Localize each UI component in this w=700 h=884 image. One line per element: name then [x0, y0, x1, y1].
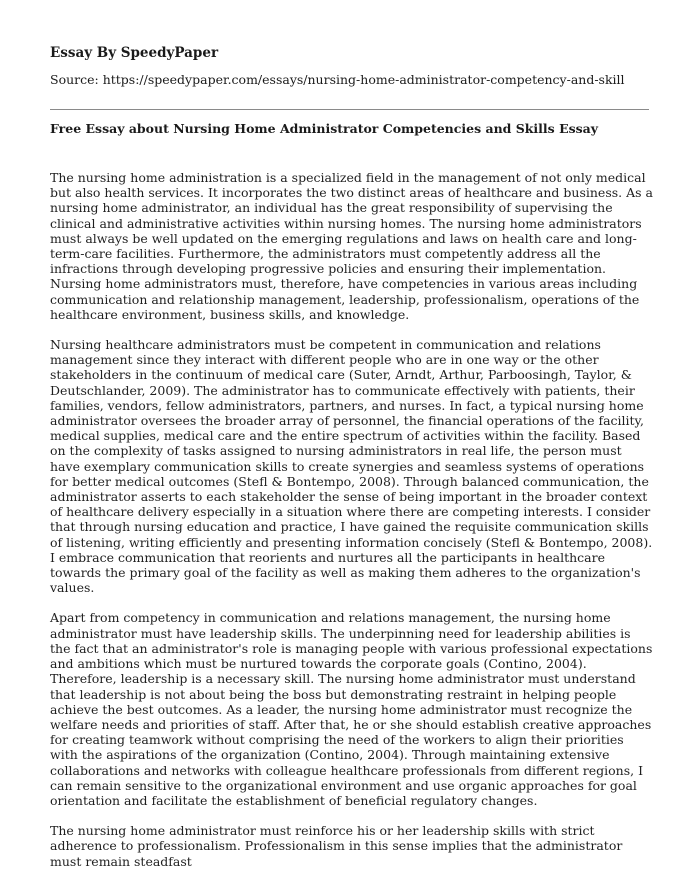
source-line: Source: https://speedypaper.com/essays/nursing-home-administrator-competency-and-skill — [50, 72, 625, 87]
essay-body — [50, 170, 654, 884]
essay-by-heading: Essay By SpeedyPaper — [50, 45, 219, 61]
essay-title: Free Essay about Nursing Home Administrator Competencies and Skills Essay — [50, 121, 599, 136]
paragraph: Apart from competency in communication and relations management, the nursing home administrator must have leadership skills. The underpinning need for leadership abilities is the fact that an administrator's role is managing people with various professional expectations and ambitions which must be nurtured towards the corporate goals (Contino, 2004). Therefore, leadership is a necessary skill. The nursing home administrator must understand that leadership is not about being the boss but demonstrating restraint in helping people achieve the best outcomes. As a leader, the nursing home administrator must recognize the welfare needs and priorities of staff. After that, he or she should establish creative approaches for creating teamwork without comprising the need of the workers to align their priorities with the aspirations of the organization (Contino, 2004). Through maintaining extensive collaborations and networks with colleague healthcare professionals from different regions, I can remain sensitive to the organizational environment and use organic approaches for goal orientation and facilitate the establishment of beneficial regulatory changes. — [50, 610, 653, 808]
paragraph: Nursing healthcare administrators must be competent in communication and relations management since they interact with different people who are in one way or the other stakeholders in the continuum of medical care (Suter, Arndt, Arthur, Parboosingh, Taylor, & Deutschlander, 2009). The administrator has to communicate effectively with patients, their families, vendors, fellow administrators, partners, and nurses. In fact, a typical nursing home administrator oversees the broader array of personnel, the financial operations of the facility, medical supplies, medical care and the entire spectrum of activities within the facility. Based on the complexity of tasks assigned to nursing administrators in real life, the person must have exemplary communication skills to create synergies and seamless systems of operations for better medical outcomes (Stefl & Bontempo, 2008). Through balanced communication, the administrator asserts to each stakeholder the sense of being important in the broader context of healthcare delivery especially in a situation where there are competing interests. I consider that through nursing education and practice, I have gained the requisite communication skills of listening, writing efficiently and presenting information concisely (Stefl & Bontempo, 2008). I embrace communication that reorients and nurtures all the participants in healthcare towards the primary goal of the facility as well as making them adheres to the organization's values. — [50, 337, 653, 596]
paragraph: The nursing home administrator must reinforce his or her leadership skills with strict adherence to professionalism. Professionalism in this sense implies that the administrator must remain steadfast — [50, 823, 623, 869]
divider — [50, 109, 649, 110]
paragraph: The nursing home administration is a specialized field in the management of not only medical but also health services. It incorporates the two distinct areas of healthcare and business. As a nursing home administrator, an individual has the great responsibility of supervising the clinical and administrative activities within nursing homes. The nursing home administrators must always be well updated on the emerging regulations and laws on health care and long-term-care facilities. Furthermore, the administrators must competently address all the infractions through developing progressive policies and ensuring their implementation. Nursing home administrators must, therefore, have competencies in various areas including communication and relationship management, leadership, professionalism, operations of the healthcare environment, business skills, and knowledge. — [50, 170, 653, 322]
